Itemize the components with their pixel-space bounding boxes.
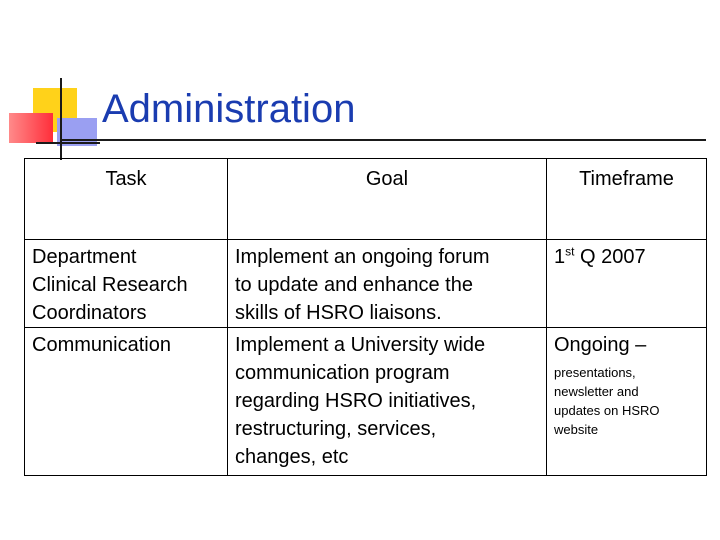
timeframe-cell (547, 240, 707, 328)
goal-line: Implement an ongoing forum (235, 246, 490, 268)
admin-table (24, 158, 707, 476)
goal-line: changes, etc (235, 446, 349, 468)
task-line: Department (32, 246, 137, 268)
goal-line: Implement a University wide (235, 334, 486, 356)
timeframe-note-line: newsletter and (554, 384, 639, 399)
timeframe-cell (547, 328, 707, 476)
vertical-line-shape (60, 78, 62, 160)
goal-line: restructuring, services, (235, 418, 437, 440)
task-line: Coordinators (32, 302, 147, 324)
table-row (25, 240, 707, 328)
table-row (25, 328, 707, 476)
goal-cell (228, 240, 547, 328)
timeframe-superscript: st (565, 244, 575, 259)
horizontal-line-shape (36, 142, 100, 144)
goal-line: communication program (235, 362, 450, 384)
goal-cell (228, 328, 547, 476)
slide-title: Administration (102, 87, 356, 131)
task-cell (25, 328, 228, 476)
goal-line: skills of HSRO liaisons. (235, 302, 442, 324)
timeframe-note-line: website (554, 422, 599, 437)
timeframe-value: Ongoing – (554, 334, 647, 356)
task-line: Communication (32, 334, 171, 356)
header-goal: Goal (228, 159, 547, 240)
table-header-row (25, 159, 707, 240)
timeframe-note (554, 363, 706, 439)
task-cell (25, 240, 228, 328)
goal-line: regarding HSRO initiatives, (235, 390, 477, 412)
task-line: Clinical Research (32, 274, 188, 296)
red-square-shape (9, 113, 53, 143)
timeframe-rest: Q 2007 (574, 246, 646, 268)
title-underline (60, 139, 706, 141)
header-timeframe: Timeframe (547, 159, 707, 240)
timeframe-note-line: updates on HSRO (554, 403, 660, 418)
goal-line: to update and enhance the (235, 274, 473, 296)
timeframe-note-line: presentations, (554, 365, 636, 380)
slide-logo-decoration (0, 0, 110, 170)
header-task: Task (25, 159, 228, 240)
timeframe-value: 1 (554, 246, 566, 268)
